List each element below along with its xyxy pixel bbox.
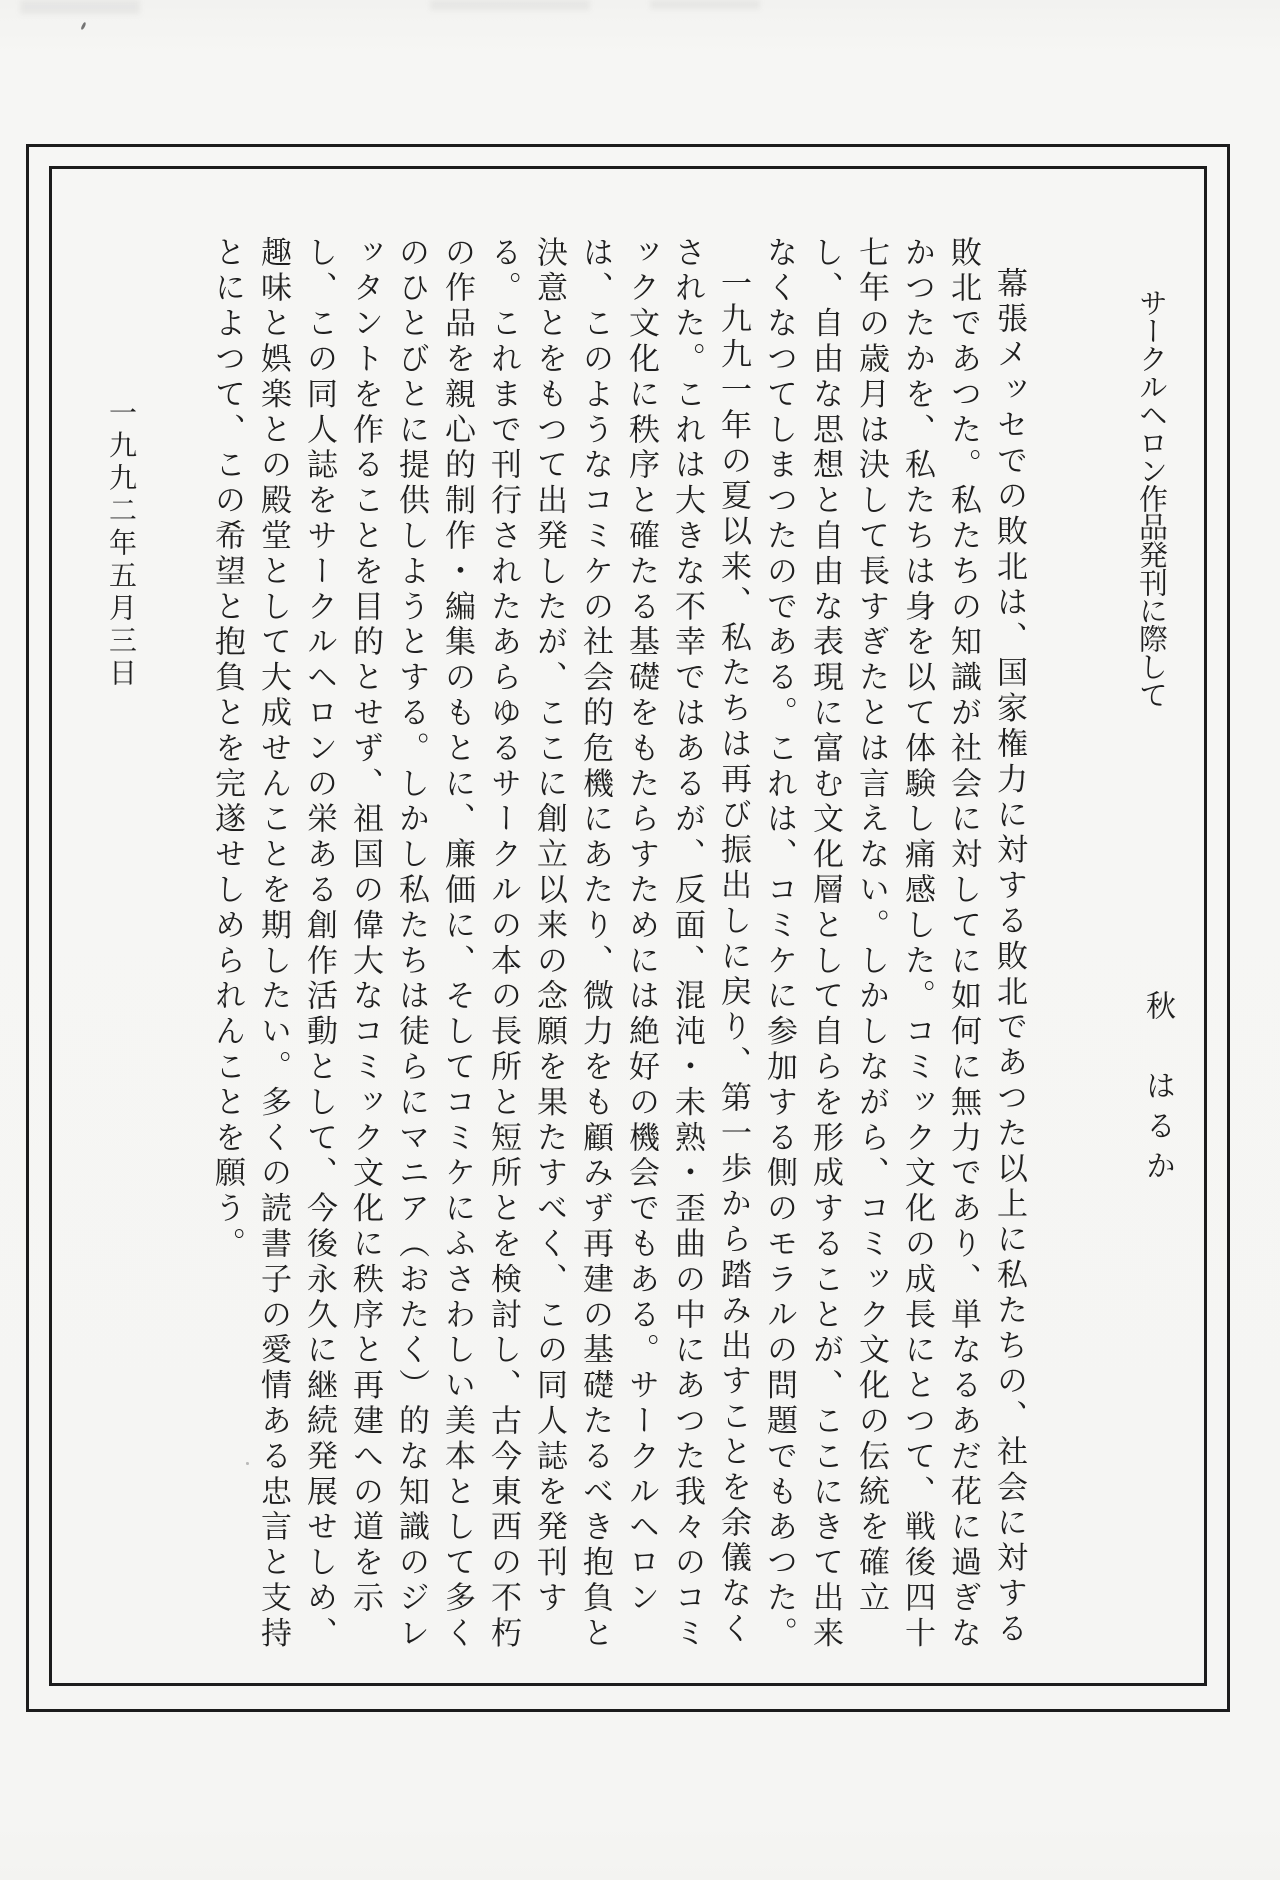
paragraph-1: 幕張メッセでの敗北は、国家権力に対する敗北であつた以上に私たちの、社会に対する敗北であつた。私たちの知識が社会に対してに如何に無力であり、単なるあだ花に過ぎなかつたかを、私たちは身を以て体験し痛感した。コミック文化の成長にとつて、戦後四十七年の歳月は決して長すぎたとは言えない。しかしながら、コミック文化の伝統を確立し、自由な思想と自由な表現に富む文化層として自らを形成することが、ここにきて出来なくなつてしまつたのである。これは、コミケに参加する側のモラルの問題でもあつた。: [761, 236, 1027, 1652]
publication-date: 一九九二年五月三日: [105, 398, 138, 691]
page-title: サークルヘロン作品発刊に際して: [1135, 288, 1169, 708]
scan-smudge: [20, 0, 140, 14]
scan-speck: [80, 22, 86, 30]
author-name: 秋 はるか: [1140, 990, 1175, 1190]
scan-smudge: [650, 0, 760, 9]
scan-smudge: [430, 0, 590, 10]
preface-body: [158, 236, 1032, 1656]
paragraph-2: 一九九一年の夏以来、私たちは再び振出しに戻り、第一歩から踏み出すことを余儀なくされた。これは大きな不幸ではあるが、反面、混沌・未熟・歪曲の中にあつた我々のコミック文化に秩序と確たる基礎をもたらすためには絶好の機会でもある。サークルヘロンは、このようなコミケの社会的危機にあたり、微力をも顧みず再建の基礎たるべき抱負と決意とをもつて出発したが、ここに創立以来の念願を果たすべく、この同人誌を発刊する。これまで刊行されたあらゆるサークルの本の長所と短所とを検討し、古今東西の不朽の作品を親心的制作・編集のもとに、廉価に、そしてコミケにふさわしい美本として多くのひとびとに提供しようとする。しかし私たちは徒らにマニア（おたく）的な知識のジレッタントを作ることを目的とせず、祖国の偉大なコミック文化に秩序と再建への道を示し、この同人誌をサークルヘロンの栄ある創作活動として、今後永久に継続発展せしめ、趣味と娯楽との殿堂として大成せんことを期したい。多くの読書子の愛情ある忠言と支持とによつて、この希望と抱負とを完遂せしめられんことを願う。: [209, 236, 751, 1652]
